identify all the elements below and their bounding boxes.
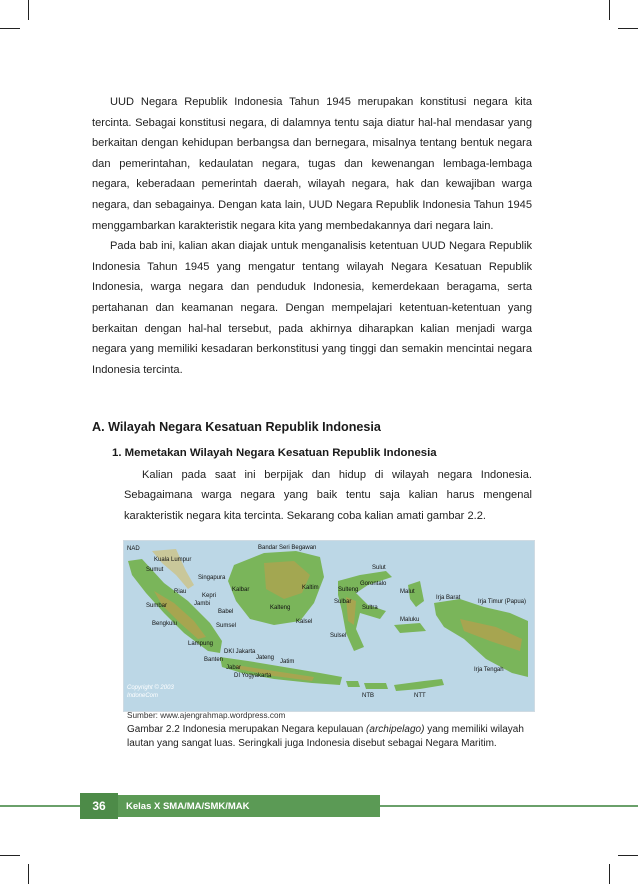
crop-mark-tr-h xyxy=(618,28,638,29)
map-label-bandar: Bandar Seri Begawan xyxy=(258,545,317,551)
map-label-riau: Riau xyxy=(174,589,187,595)
map-label-jatim: Jatim xyxy=(280,659,295,665)
map-label-bengkulu: Bengkulu xyxy=(152,621,178,627)
map-label-sulteng: Sulteng xyxy=(338,587,359,593)
figure-source: Sumber: www.ajengrahmap.wordpress.com xyxy=(127,711,286,720)
crop-mark-tr-v xyxy=(609,0,610,20)
crop-mark-bl-v xyxy=(28,864,29,884)
map-bali xyxy=(346,681,360,687)
map-maker: IndoneCom xyxy=(127,693,159,699)
figure-caption xyxy=(127,723,527,751)
map-label-kalsel: Kalsel xyxy=(296,619,313,625)
indonesia-map-svg xyxy=(124,541,534,711)
map-label-jambi: Jambi xyxy=(194,601,211,607)
map-label-babel: Babel xyxy=(218,609,234,615)
map-label-kalbar: Kalbar xyxy=(232,587,250,593)
map-label-kalteng: Kalteng xyxy=(270,605,291,611)
page-number: 36 xyxy=(80,793,118,819)
map-label-sumbar: Sumbar xyxy=(146,603,168,609)
footer-label: Kelas X SMA/MA/SMK/MAK xyxy=(118,795,380,817)
crop-mark-br-v xyxy=(609,864,610,884)
map-label-gorontalo: Gorontalo xyxy=(360,581,387,587)
map-label-sultra: Sultra xyxy=(362,605,378,611)
map-label-sulsel: Sulsel xyxy=(330,633,347,639)
map-label-jabar: Jabar xyxy=(226,665,242,671)
map-label-singapura: Singapura xyxy=(198,575,226,581)
indonesia-map xyxy=(123,540,535,712)
crop-mark-br-h xyxy=(618,855,638,856)
intro-paragraph-2: Pada bab ini, kalian akan diajak untuk menganalisis ketentuan UUD Negara Republik Indonesia Tahun 1945 yang mengatur tentang wilayah Negara Kesatuan Republik Indonesia, warga negara dan penduduk Indonesia, kemerdekaan beragama, serta pertahanan dan keamanan negara. Dengan mempelajari ketentuan-ketentuan yang berkaitan dengan hal-hal tersebut, pada akhirnya diharapkan kalian menjadi warga negara yang memiliki kesadaran berkonstitusi yang tinggi dan semakin mencintai negara Indonesia tercinta. xyxy=(92,240,532,376)
map-label-kepri: Kepri xyxy=(202,593,217,599)
crop-mark-tl-v xyxy=(28,0,29,20)
map-label-sulbar: Sulbar xyxy=(334,599,352,605)
intro-paragraph-1: UUD Negara Republik Indonesia Tahun 1945 merupakan konstitusi negara kita tercinta. Sebagai konstitusi negara, di dalamnya tentu saja diatur hal-hal mendasar yang berkaitan dengan kehidupan berbangsa dan bernegara, misalnya tentang bentuk negara dan pemerintahan, kedaulatan negara, tugas dan kewenangan lembaga-lembaga negara, keberadaan pemerintah daerah, wilayah negara, hak dan kewajiban warga negara, dan sebagainya. Dengan kata lain, UUD Negara Republik Indonesia Tahun 1945 menggambarkan karakteristik negara kita yang membedakannya dari negara lain. xyxy=(92,96,532,232)
map-label-irja-timur: Irja Timur (Papua) xyxy=(478,599,527,605)
map-label-banten: Banten xyxy=(204,657,224,663)
map-label-kaltim: Kaltim xyxy=(302,585,319,591)
crop-mark-bl-h xyxy=(0,855,20,856)
section-heading: A. Wilayah Negara Kesatuan Republik Indonesia xyxy=(92,420,381,434)
intro-text xyxy=(92,92,532,380)
caption-text-1: Gambar 2.2 Indonesia merupakan Negara kepulauan xyxy=(127,724,367,735)
crop-mark-tl-h xyxy=(0,28,20,29)
map-label-sulut: Sulut xyxy=(372,565,386,571)
map-label-maluku: Maluku xyxy=(400,617,420,623)
map-label-irja-tengah: Irja Tengah xyxy=(474,667,504,673)
map-label-ntt: NTT xyxy=(414,693,426,699)
map-label-dki: DKI Jakarta xyxy=(224,649,256,655)
caption-italic: (archipelago) xyxy=(366,724,425,735)
subsection-heading: 1. Memetakan Wilayah Negara Kesatuan Republik Indonesia xyxy=(112,447,437,459)
subsection-body xyxy=(124,465,532,526)
map-label-sumut: Sumut xyxy=(146,567,164,573)
map-lombok-sumbawa xyxy=(364,683,388,689)
map-label-kuala-lumpur: Kuala Lumpur xyxy=(154,557,192,563)
map-label-irja-barat: Irja Barat xyxy=(436,595,461,601)
map-label-nad: NAD xyxy=(127,546,140,552)
map-label-jateng: Jateng xyxy=(256,655,275,661)
map-copyright: Copyright © 2003 xyxy=(127,685,174,691)
map-label-sumsel: Sumsel xyxy=(216,623,237,629)
map-label-malut: Malut xyxy=(400,589,415,595)
map-label-ntb: NTB xyxy=(362,693,374,699)
map-label-lampung: Lampung xyxy=(188,641,214,647)
map-label-diy: DI Yogyakarta xyxy=(234,673,272,679)
caption-text-2: yang memiliki wilayah lautan yang sangat luas. Seringkali juga Indonesia disebut sebagai Negara Maritim. xyxy=(127,724,524,749)
subsection-paragraph: Kalian pada saat ini berpijak dan hidup di wilayah negara Indonesia. Sebagaimana warga negara yang baik tentu saja kalian harus mengenal karakteristik negara kita tercinta. Sekarang coba kalian amati gambar 2.2. xyxy=(124,469,532,522)
